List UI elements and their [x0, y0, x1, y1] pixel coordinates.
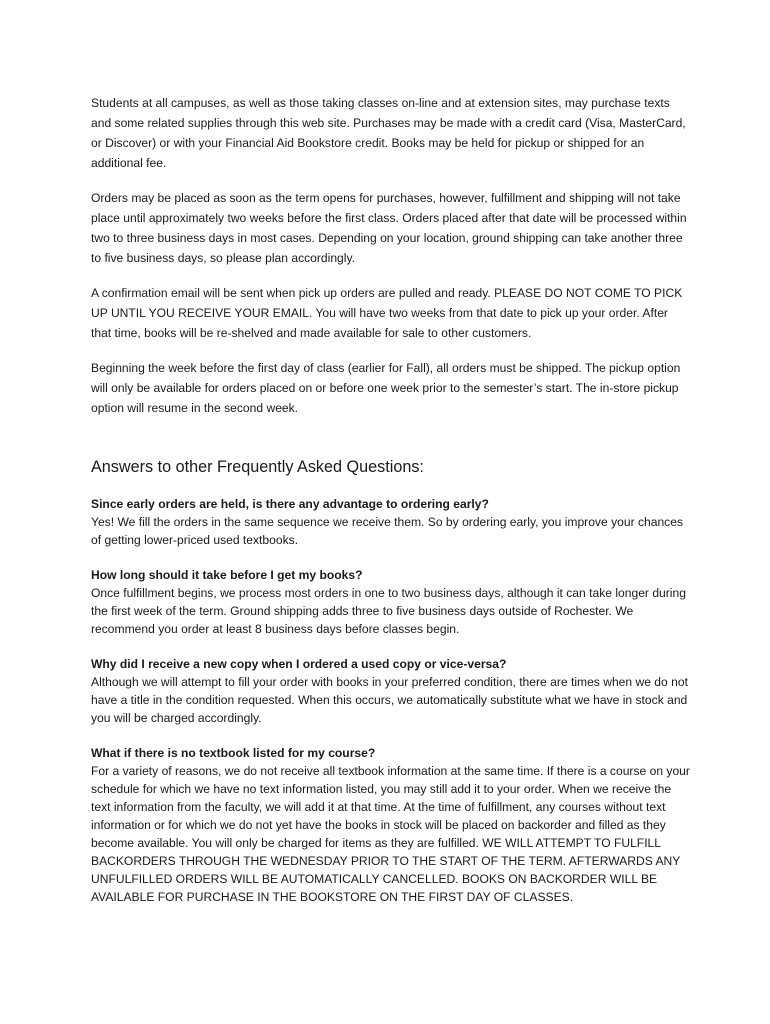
- faq-item: [91, 655, 690, 727]
- faq-question: How long should it take before I get my books?: [91, 568, 363, 582]
- faq-item: [91, 566, 690, 638]
- faq-item: [91, 744, 690, 906]
- faq-answer: For a variety of reasons, we do not receive all textbook information at the same time. If there is a course on your schedule for which we have no text information listed, you may still add it to your order. When we receive the text information from the faculty, we will add it at that time. At the time of fulfillment, any courses without text information or for which we do not yet have the books in stock will be placed on backorder and filled as they become available. You will only be charged for items as they are fulfilled. WE WILL ATTEMPT TO FULFILL BACKORDERS THROUGH THE WEDNESDAY PRIOR TO THE START OF THE TERM. AFTERWARDS ANY UNFULFILLED ORDERS WILL BE AUTOMATICALLY CANCELLED. BOOKS ON BACKORDER WILL BE AVAILABLE FOR PURCHASE IN THE BOOKSTORE ON THE FIRST DAY OF CLASSES.: [91, 764, 690, 904]
- faq-heading: Answers to other Frequently Asked Questions:: [91, 458, 424, 476]
- intro-paragraph-shipping-policy: Beginning the week before the first day of class (earlier for Fall), all orders must be shipped. The pickup option will only be available for orders placed on or before one week prior to the semester’s start. The in-store pickup option will resume in the second week.: [91, 361, 681, 415]
- faq-question: Why did I receive a new copy when I ordered a used copy or vice-versa?: [91, 657, 507, 671]
- faq-answer: Once fulfillment begins, we process most orders in one to two business days, although it can take longer during the first week of the term. Ground shipping adds three to five business days outside of Rochester. We recommend you order at least 8 business days before classes begin.: [91, 586, 686, 636]
- intro-paragraph-ordering: Orders may be placed as soon as the term opens for purchases, however, fulfillment and shipping will not take place until approximately two weeks before the first class. Orders placed after that date will be processed within two to three business days in most cases. Depending on your location, ground shipping can take another three to five business days, so please plan accordingly.: [91, 191, 687, 265]
- intro-section: [91, 93, 690, 418]
- intro-paragraph-pickup-confirmation: A confirmation email will be sent when pick up orders are pulled and ready. PLEASE DO NOT COME TO PICK UP UNTIL YOU RECEIVE YOUR EMAIL. You will have two weeks from that date to pick up your order. After that time, books will be re-shelved and made available for sale to other customers.: [91, 286, 683, 340]
- faq-section: [91, 495, 690, 906]
- faq-question: Since early orders are held, is there any advantage to ordering early?: [91, 497, 489, 511]
- faq-answer: Although we will attempt to fill your order with books in your preferred condition, there are times when we do not have a title in the condition requested. When this occurs, we automatically substitute what we have in stock and you will be charged accordingly.: [91, 675, 688, 725]
- faq-item: [91, 495, 690, 549]
- intro-paragraph-purchasing: Students at all campuses, as well as those taking classes on-line and at extension sites, may purchase texts and some related supplies through this web site. Purchases may be made with a credit card (Visa, MasterCard, or Discover) or with your Financial Aid Bookstore credit. Books may be held for pickup or shipped for an additional fee.: [91, 96, 686, 170]
- faq-answer: Yes! We fill the orders in the same sequence we receive them. So by ordering early, you improve your chances of getting lower-priced used textbooks.: [91, 515, 683, 547]
- faq-question: What if there is no textbook listed for my course?: [91, 746, 376, 760]
